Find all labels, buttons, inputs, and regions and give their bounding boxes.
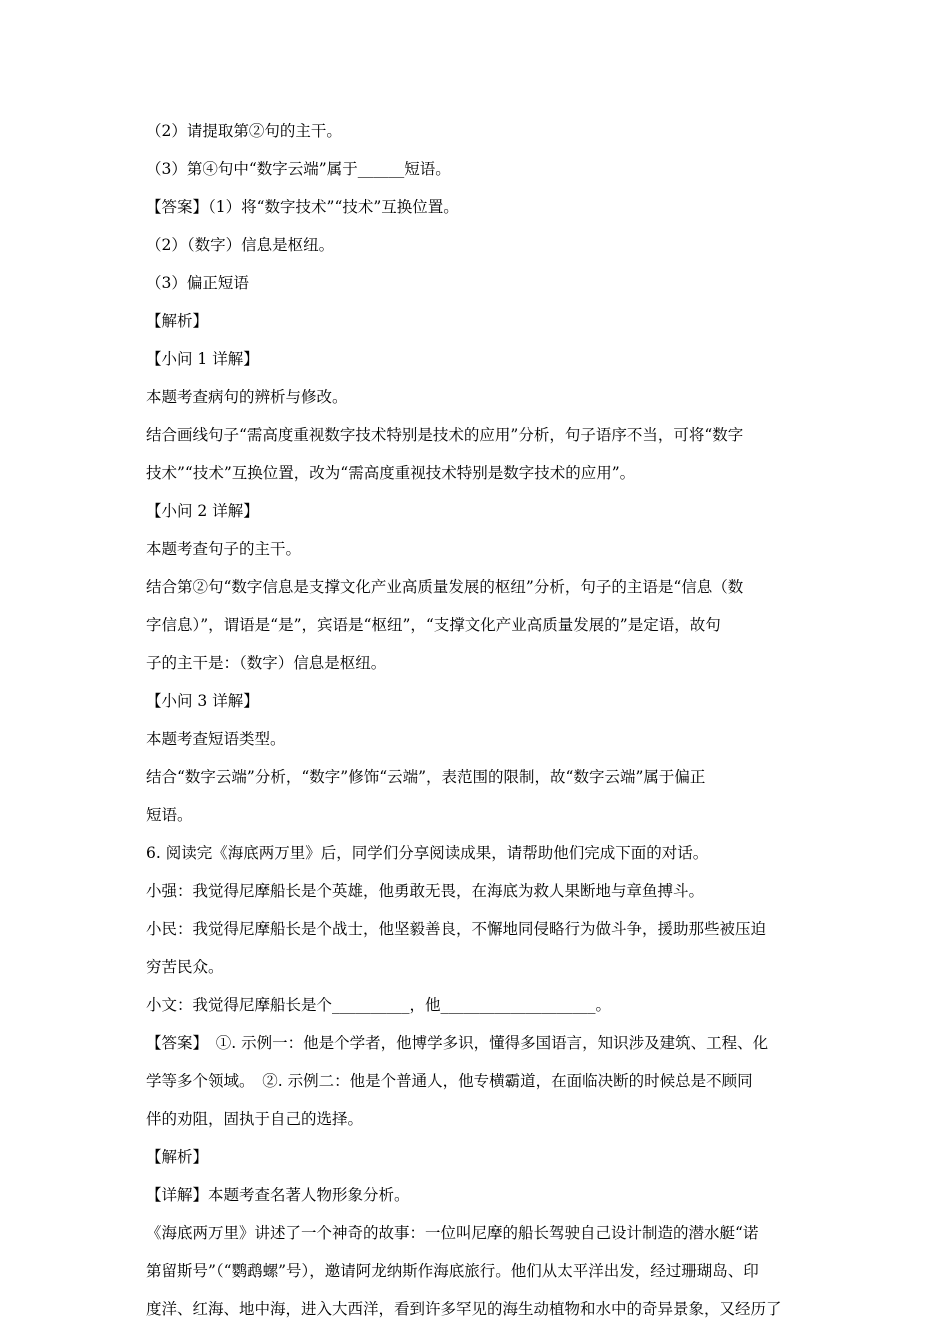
analysis-heading: 【解析】 xyxy=(146,312,209,330)
answer-6-continued: 伴的劝阻，固执于自己的选择。 xyxy=(146,1110,364,1128)
dialogue-line: 小强：我觉得尼摩船长是个英雄，他勇敢无畏，在海底为救人果断地与章鱼搏斗。 xyxy=(146,882,705,900)
paragraph-line: 本题考查短语类型。 xyxy=(146,730,286,748)
paragraph-line: 结合画线句子“需高度重视数字技术特别是技术的应用”分析，句子语序不当，可将“数字 xyxy=(146,426,744,444)
paragraph-line: 第留斯号”（“鹦鹉螺”号），邀请阿龙纳斯作海底旅行。他们从太平洋出发，经过珊瑚岛、印 xyxy=(146,1262,759,1280)
question-3-prompt: （3）第④句中“数字云端”属于______短语。 xyxy=(146,160,451,178)
subquestion-1-heading: 【小问 1 详解】 xyxy=(146,350,259,368)
paragraph-line: 结合第②句“数字信息是支撑文化产业高质量发展的枢纽”分析，句子的主语是“信息（数 xyxy=(146,578,744,596)
question-6-prompt: 6. 阅读完《海底两万里》后，同学们分享阅读成果，请帮助他们完成下面的对话。 xyxy=(146,844,709,862)
paragraph-line: 《海底两万里》讲述了一个神奇的故事：一位叫尼摩的船长驾驶自己设计制造的潜水艇“诺 xyxy=(146,1224,759,1242)
dialogue-line: 穷苦民众。 xyxy=(146,958,224,976)
analysis-heading: 【解析】 xyxy=(146,1148,209,1166)
paragraph-line: 本题考查句子的主干。 xyxy=(146,540,302,558)
dialogue-fill-in-line: 小文：我觉得尼摩船长是个__________，他____________________。 xyxy=(146,996,612,1014)
subquestion-3-heading: 【小问 3 详解】 xyxy=(146,692,259,710)
dialogue-line: 小民：我觉得尼摩船长是个战士，他坚毅善良，不懈地同侵略行为做斗争，援助那些被压迫 xyxy=(146,920,767,938)
detail-heading: 【详解】本题考查名著人物形象分析。 xyxy=(146,1186,410,1204)
answer-3: （3）偏正短语 xyxy=(146,274,249,292)
paragraph-line: 短语。 xyxy=(146,806,193,824)
document-body xyxy=(146,121,826,1337)
paragraph-line: 字信息）”，谓语是“是”，宾语是“枢纽”，“支撑文化产业高质量发展的”是定语，故句 xyxy=(146,616,721,634)
paragraph-line: 本题考查病句的辨析与修改。 xyxy=(146,388,348,406)
paragraph-line: 子的主干是：（数字）信息是枢纽。 xyxy=(146,654,387,672)
answer-2: （2）（数字）信息是枢纽。 xyxy=(146,236,335,254)
paragraph-line: 技术”“技术”互换位置，改为“需高度重视技术特别是数字技术的应用”。 xyxy=(146,464,636,482)
question-2-prompt: （2）请提取第②句的主干。 xyxy=(146,122,342,140)
paragraph-line: 结合“数字云端”分析，“数字”修饰“云端”，表范围的限制，故“数字云端”属于偏正 xyxy=(146,768,706,786)
answer-6: 【答案】 ①. 示例一：他是个学者，他博学多识，懂得多国语言，知识涉及建筑、工程、化 xyxy=(146,1034,769,1052)
subquestion-2-heading: 【小问 2 详解】 xyxy=(146,502,259,520)
answer-6-continued: 学等多个领域。 ②. 示例二：他是个普通人，他专横霸道，在面临决断的时候总是不顾同 xyxy=(146,1072,753,1090)
paragraph-line: 度洋、红海、地中海，进入大西洋，看到许多罕见的海生动植物和水中的奇异景象，又经历了 xyxy=(146,1300,782,1318)
answer-1: 【答案】（1）将“数字技术”“技术”互换位置。 xyxy=(146,198,459,216)
